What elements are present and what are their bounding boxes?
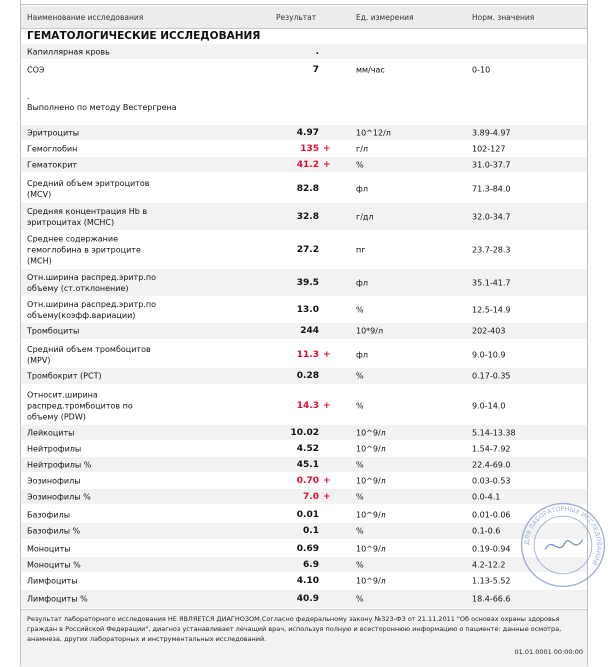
table-row [21,231,587,268]
test-name: Нейтрофилы % [27,460,92,469]
section-title: ГЕМАТОЛОГИЧЕСКИЕ ИССЛЕДОВАНИЯ [27,30,261,42]
table-row [21,523,587,539]
table-row [21,457,587,472]
table-row [21,86,587,118]
test-result: 135 [300,143,319,154]
reference-range: 22.4-69.0 [472,460,511,469]
reference-range: 9.0-10.9 [472,350,506,359]
test-result: 82.8 [296,183,319,194]
table-row [21,342,587,367]
test-unit: % [356,305,364,314]
laboratory-seal-stamp [518,500,608,590]
test-name: Капиллярная кровь [27,47,110,56]
test-name: Средний объем тромбоцитов (MPV) [27,344,151,365]
abnormal-flag: + [323,143,331,154]
reference-range: 35.1-41.7 [472,278,511,287]
test-name: Базофилы % [27,526,81,536]
svg-text:ДЛЯ ЛАБОРАТОРНЫХ ИССЛЕДОВАНИЙ: ДЛЯ ЛАБОРАТОРНЫХ ИССЛЕДОВАНИЙ [523,505,603,566]
test-result: 4.52 [296,443,319,454]
test-result: 0.1 [303,526,319,536]
test-result: 27.2 [296,244,319,255]
test-result: 0.70 [296,475,319,486]
test-unit: % [356,526,364,536]
test-unit: пг [356,245,366,254]
reference-range: 12.5-14.9 [472,305,511,314]
table-row [21,507,587,522]
header-name: Наименование исследования [27,13,144,22]
abnormal-flag: + [323,349,331,360]
table-row [21,60,587,80]
reference-range: 32.0-34.7 [472,212,511,221]
table-row [21,557,587,572]
reference-range: 0.01-0.06 [472,510,511,519]
table-row [21,125,587,140]
abnormal-flag: + [323,491,331,502]
table-row [21,441,587,456]
reference-range: 0.0-4.1 [472,492,501,501]
test-unit: мм/час [356,65,385,75]
reference-range: 23.7-28.3 [472,245,511,254]
abnormal-flag: + [323,159,331,170]
test-unit: 10^9/л [356,544,386,553]
table-row [21,541,587,556]
test-unit: 10^12/л [356,128,391,137]
test-unit: 10^9/л [356,444,386,453]
test-result: 14.3 [296,400,319,411]
table-row [21,269,587,296]
table-row [21,297,587,322]
test-name: Базофилы [27,510,71,519]
top-border [21,0,587,5]
table-row [21,387,587,424]
abnormal-flag: + [323,475,331,486]
test-unit: 10^9/л [356,428,386,437]
test-result: 0.01 [296,509,319,520]
table-row [21,425,587,440]
test-unit: % [356,460,364,469]
test-name: Лимфоциты % [27,594,88,604]
header-unit: Ед. измерения [356,13,414,22]
table-row [21,175,587,202]
test-unit: % [356,401,364,410]
reference-range: 9.0-14.0 [472,401,506,410]
reference-range: 202-403 [472,326,506,336]
header-norm: Норм. значения [472,13,535,22]
reference-range: 5.14-13.38 [472,428,516,437]
lab-report-sheet [20,0,603,666]
test-result: 4.97 [296,127,319,138]
reference-range: 0.1-0.6 [472,526,501,536]
test-result: 7 [312,65,319,75]
reference-range: 3.89-4.97 [472,128,511,137]
test-name: Средняя концентрация Hb в эритроцитах (MCHC) [27,206,148,227]
reference-range: 31.0-37.7 [472,160,511,169]
reference-range: 18.4-66.6 [472,594,511,604]
test-result: 32.8 [296,211,319,222]
test-name: Среднее содержание гемоглобина в эритроците (MCH) [27,234,141,265]
table-row [21,157,587,172]
test-result: 6.9 [303,559,319,570]
table-row [21,573,587,589]
test-unit: фл [356,278,368,287]
test-unit: 10*9/л [356,326,384,336]
test-name: Гематокрит [27,160,78,169]
table-row [21,44,587,59]
reference-range: 0.17-0.35 [472,371,511,381]
test-name: Моноциты % [27,560,81,569]
test-result: 45.1 [296,459,319,470]
test-name: Тромбоциты [27,326,80,336]
test-result: 11.3 [296,349,319,360]
test-unit: % [356,492,364,501]
test-name: Эритроциты [27,128,80,137]
test-result: 244 [300,326,319,336]
test-name: Относит.ширина распред.тромбоцитов по объему (PDW) [27,390,133,421]
reference-range: 0.03-0.53 [472,476,511,485]
test-unit: фл [356,350,368,359]
test-unit: 10^9/л [356,510,386,519]
test-name: Лимфоциты [27,576,78,586]
test-unit: % [356,594,364,604]
test-result: . [315,46,319,57]
test-name: Лейкоциты [27,428,75,437]
test-name: Эозинофилы [27,476,81,485]
abnormal-flag: + [323,400,331,411]
report-code: 01.01.0001 00:00:00 [514,648,583,656]
test-result: 41.2 [296,159,319,170]
header-result: Результат [276,13,317,22]
test-name: Моноциты [27,544,71,553]
test-unit: г/л [356,144,369,153]
reference-range: 4.2-12.2 [472,560,506,569]
test-result: 7.0 [303,491,319,502]
test-name: Эозинофилы % [27,492,91,501]
test-result: 4.10 [296,576,319,586]
table-row [21,203,587,230]
test-result: 0.28 [296,371,319,381]
reference-range: 0.19-0.94 [472,544,511,553]
table-row [21,590,587,608]
table-header [21,6,587,29]
test-result: 13.0 [296,304,319,315]
test-name: Средний объем эритроцитов (MCV) [27,178,150,199]
test-unit: 10^9/л [356,476,386,485]
reference-range: 0-10 [472,65,491,75]
test-result: 0.69 [296,543,319,554]
reference-range: 71.3-84.0 [472,184,511,193]
test-name: Отн.ширина распред.эритр.по объему(коэфф.вариации) [27,299,156,320]
test-unit: % [356,160,364,169]
test-result: 10.02 [290,427,319,438]
report-footer [21,609,587,667]
table-row [21,473,587,488]
test-unit: фл [356,184,368,193]
test-name: Гемоглобин [27,144,78,153]
test-result: 39.5 [296,277,319,288]
table-row [21,141,587,156]
reference-range: 1.54-7.92 [472,444,511,453]
test-name: . Выполнено по методу Вестергрена [27,92,177,112]
table-row [21,489,587,504]
disclaimer-text: Результат лабораторного исследования НЕ ЯВЛЯЕТСЯ ДИАГНОЗОМ.Согласно федеральному закону №323-ФЗ от 21.11.2011 "Об основах охраны здоровья граждан в Российской Федерации", диагноз устанавливает лечащий врач, используя полную и всестороннюю информацию о пациенте: данные осмотра, анамнеза, других лабораторных и инструментальных исследований. [27,615,562,643]
reference-range: 1.13-5.52 [472,576,511,586]
test-unit: % [356,371,364,381]
test-name: Нейтрофилы [27,444,82,453]
test-unit: % [356,560,364,569]
test-name: Тромбокрит (PCT) [27,371,102,381]
test-name: Отн.ширина распред.эритр.по объему (ст.отклонение) [27,272,156,293]
reference-range: 102-127 [472,144,506,153]
test-unit: г/дл [356,212,374,221]
test-result: 40.9 [296,594,319,604]
table-row [21,368,587,384]
table-row [21,323,587,339]
test-name: СОЭ [27,65,45,75]
test-unit: 10^9/л [356,576,386,586]
